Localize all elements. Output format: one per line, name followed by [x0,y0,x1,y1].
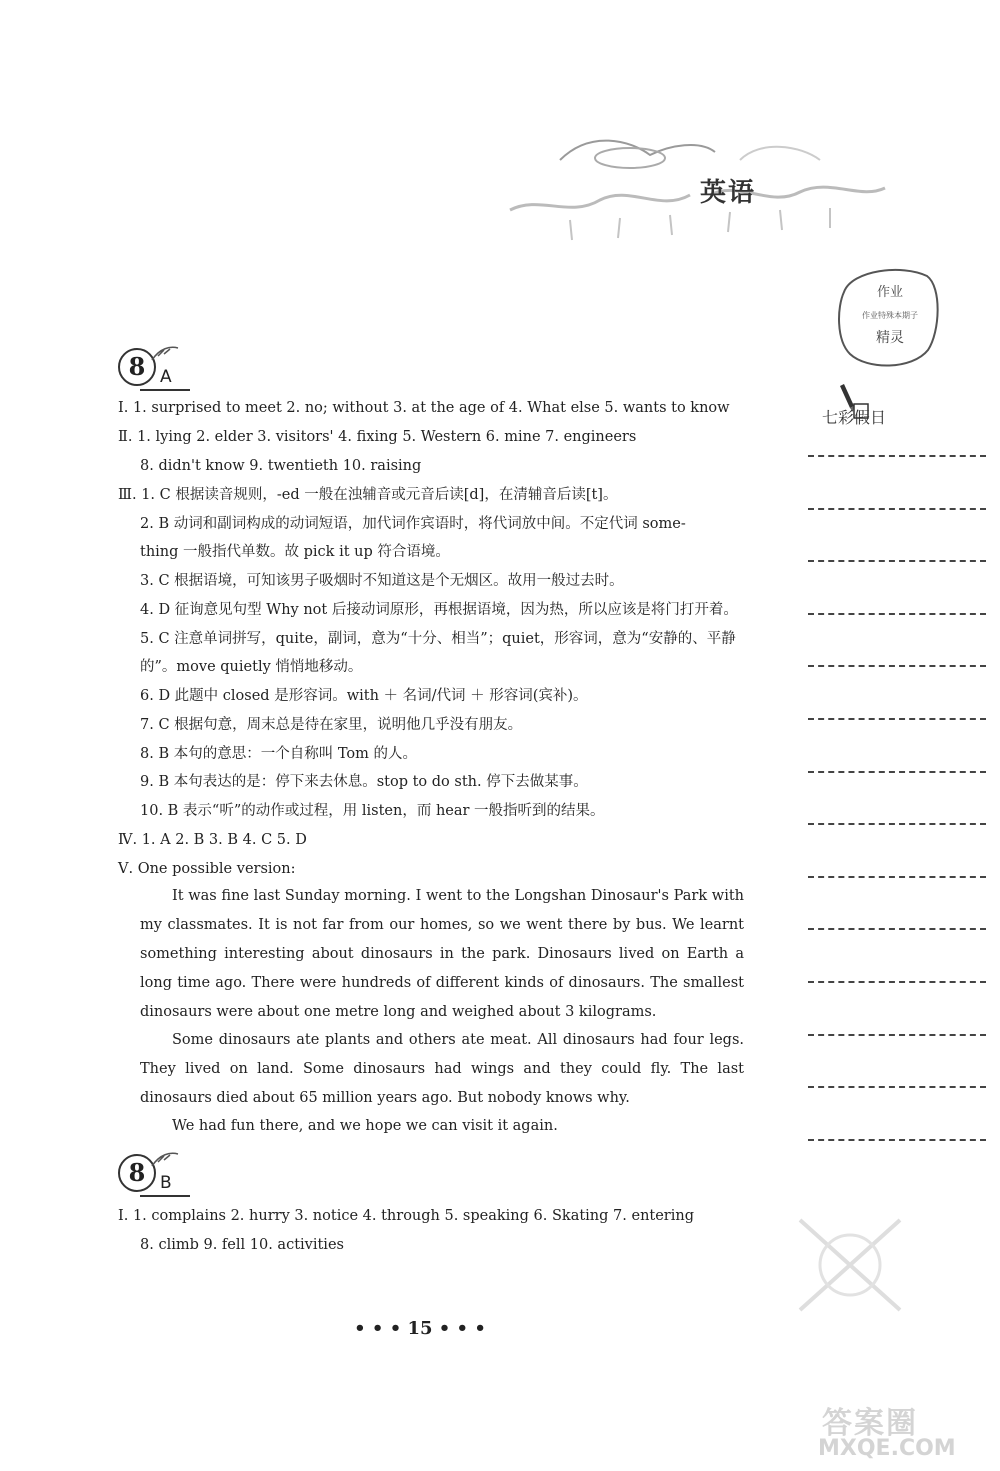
page-number: • • • 15 • • • [354,1318,486,1339]
answer-line: thing 一般指代单数。故 pick it up 符合语境。 [140,544,450,560]
answer-line: 8. climb 9. fell 10. activities [140,1237,344,1253]
section-a-number: 8 [118,348,156,386]
note-line [808,928,986,930]
answer-line: Ⅱ. 1. lying 2. elder 3. visitors' 4. fixing 5. Western 6. mine 7. engineers [118,429,637,445]
answer-line: 的”。move quietly 悄悄地移动。 [140,659,363,675]
note-line [808,876,986,878]
answer-line: 8. B 本句的意思：一个自称叫 Tom 的人。 [140,746,417,762]
answer-line: Ⅴ. One possible version: [118,861,296,877]
essay-paragraph: We had fun there, and we hope we can visit it again. [172,1118,558,1134]
answer-line: 7. C 根据句意，周末总是待在家里，说明他几乎没有朋友。 [140,717,523,733]
essay-paragraph: Some dinosaurs ate plants and others ate meat. All dinosaurs had four legs. They lived on land. Some dinosaurs had wings and they could fly. The last dinosaurs died about 65 million years ago. But nobody knows why. [140,1032,744,1106]
note-line [808,771,986,773]
answer-line: 3. C 根据语境，可知该男子吸烟时不知道这是个无烟区。故用一般过去时。 [140,573,624,589]
answer-line: 4. D 征询意见句型 Why not 后接动词原形，再根据语境，因为热，所以应该是将门打开着。 [140,602,738,618]
answer-line: 6. D 此题中 closed 是形容词。with ＋ 名词/代词 ＋ 形容词(宾补)。 [140,688,588,704]
answer-line: Ⅲ. 1. C 根据读音规则，-ed 一般在浊辅音或元音后读[d]，在清辅音后读[t]。 [118,487,618,503]
note-line [808,1034,986,1036]
stamp-text-bottom: 精灵 [876,330,904,346]
leaf-icon [150,344,180,364]
section-b-letter: B [160,1173,172,1193]
section-a-letter: A [160,367,172,387]
note-line [808,718,986,720]
note-line [808,981,986,983]
answer-line: Ⅰ. 1. surprised to meet 2. no; without 3. at the age of 4. What else 5. wants to know [118,400,730,416]
header-decoration [500,100,890,250]
answer-line: Ⅳ. 1. A 2. B 3. B 4. C 5. D [118,832,307,848]
note-line [808,508,986,510]
answer-line: 5. C 注意单词拼写，quite，副词，意为“十分、相当”；quiet，形容词，意为“安静的、平静 [140,631,736,647]
note-line [808,823,986,825]
stamp-text-top: 作业 [876,285,904,300]
answer-line: 9. B 本句表达的是：停下来去休息。stop to do sth. 停下去做某事。 [140,774,588,790]
answer-line: 2. B 动词和副词构成的动词短语，加代词作宾语时，将代词放中间。不定代词 some- [140,516,686,532]
answer-line: Ⅰ. 1. complains 2. hurry 3. notice 4. through 5. speaking 6. Skating 7. entering [118,1208,694,1224]
note-line [808,613,986,615]
note-line [808,665,986,667]
leaf-icon [150,1150,180,1170]
note-line [808,560,986,562]
watermark-url: MXQE.COM [818,1436,956,1461]
section-b-number: 8 [118,1154,156,1192]
footer-decoration [780,1200,930,1330]
stamp-text-mid: 作业特殊本期子 [862,311,918,320]
note-line [808,455,986,457]
note-line [808,1139,986,1141]
answer-line: 8. didn't know 9. twentieth 10. raising [140,458,422,474]
sidebar-label: 七彩假日 [822,408,887,427]
section-b-underline [140,1195,190,1197]
stamp-logo [832,262,944,374]
watermark-text: 答案圈 [822,1406,918,1441]
subject-title: 英语 [700,178,757,208]
essay-paragraph: It was fine last Sunday morning. I went to the Longshan Dinosaur's Park with my classmates. It is not far from our homes, so we went there by bus. We learnt something interesting about dinosaurs in the park. Dinosaurs lived on Earth a long time ago. There were hundreds of different kinds of dinosaurs. The smallest dinosaurs were about one metre long and weighed about 3 kilograms. [140,888,744,1020]
section-a-underline [140,389,190,391]
answer-line: 10. B 表示“听”的动作或过程，用 listen，而 hear 一般指听到的结果。 [140,803,605,819]
note-line [808,1086,986,1088]
